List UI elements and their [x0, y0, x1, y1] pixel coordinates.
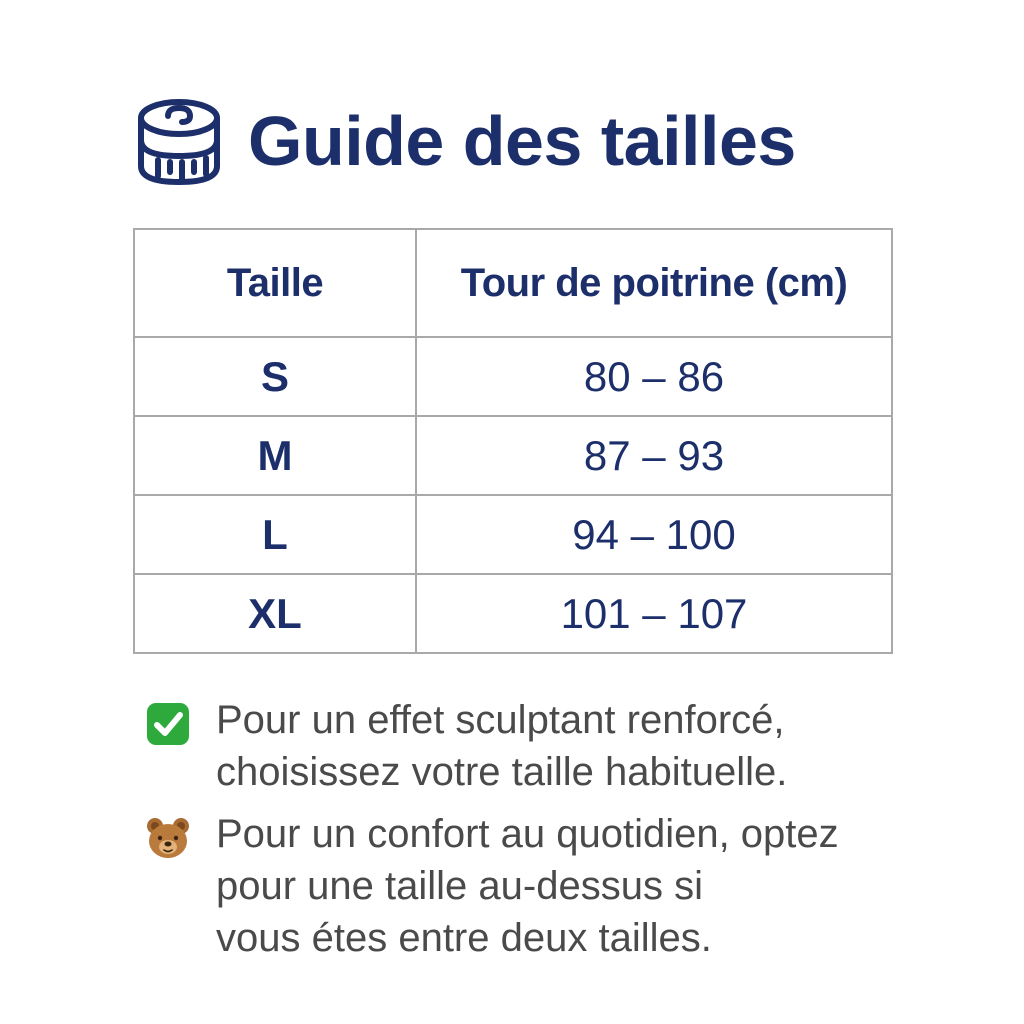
note-text: Pour un confort au quotidien, optez pour une taille au-dessus si vous étes entre deux tailles. — [216, 812, 839, 960]
size-table — [133, 228, 893, 654]
table-row — [134, 495, 892, 574]
column-header-chest: Tour de poitrine (cm) — [416, 229, 892, 337]
chest-range-cell: 94 – 100 — [416, 495, 892, 574]
size-cell: XL — [134, 574, 416, 653]
table-row — [134, 416, 892, 495]
check-mark-icon — [144, 700, 192, 748]
note-item — [144, 808, 904, 964]
size-cell: L — [134, 495, 416, 574]
column-header-size: Taille — [134, 229, 416, 337]
size-cell: S — [134, 337, 416, 416]
table-row — [134, 574, 892, 653]
table-row — [134, 337, 892, 416]
page-header — [136, 86, 796, 196]
size-cell: M — [134, 416, 416, 495]
chest-range-cell: 101 – 107 — [416, 574, 892, 653]
chest-range-cell: 87 – 93 — [416, 416, 892, 495]
page-title: Guide des tailles — [248, 102, 796, 180]
measuring-tape-icon — [136, 96, 222, 186]
note-text: Pour un effet sculptant renforcé, choisissez votre taille habituelle. — [216, 698, 788, 794]
chest-range-cell: 80 – 86 — [416, 337, 892, 416]
notes-list — [144, 694, 904, 974]
bear-icon — [144, 814, 192, 862]
note-item — [144, 694, 904, 798]
table-header-row — [134, 229, 892, 337]
